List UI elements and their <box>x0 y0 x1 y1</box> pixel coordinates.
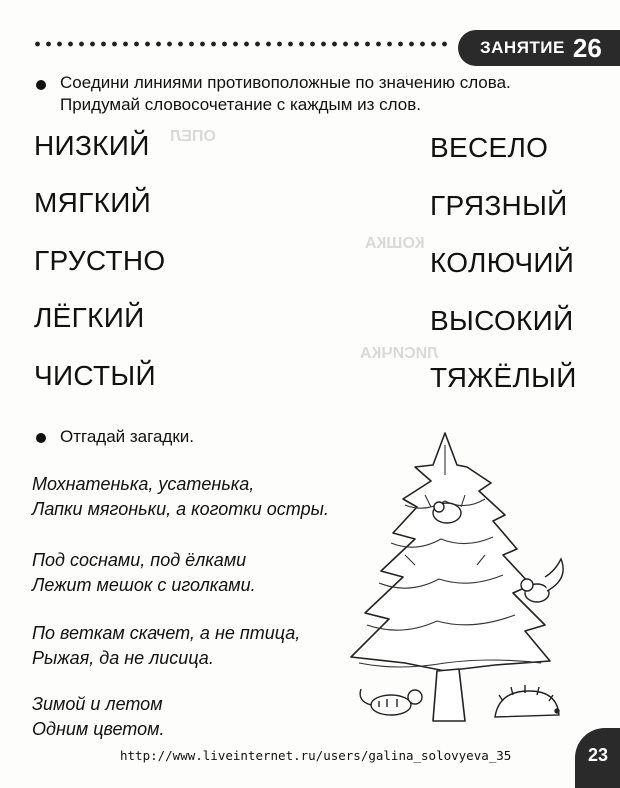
word-right-2: ГРЯЗНЫЙ <box>430 190 568 221</box>
riddle-line: По веткам скачет, а не птица, <box>32 623 301 643</box>
riddle-line: Зимой и летом <box>32 694 163 714</box>
word-left-2: МЯГКИЙ <box>34 187 152 218</box>
word-right-5: ТЯЖЁЛЫЙ <box>430 362 577 393</box>
task1-instruction-line2: Придумай словосочетание с каждым из слов. <box>60 95 421 114</box>
bullet-icon <box>36 433 46 443</box>
bleed-through-text: КОШКА <box>365 235 425 252</box>
lesson-number: 26 <box>572 32 602 63</box>
riddle-line: Одним цветом. <box>32 719 165 739</box>
lesson-badge <box>458 30 620 66</box>
riddle-line: Рыжая, да не лисица. <box>32 648 214 668</box>
word-left-4: ЛЁГКИЙ <box>34 302 145 333</box>
bullet-icon <box>36 80 46 90</box>
word-right-4: ВЫСОКИЙ <box>430 305 574 336</box>
riddle-line: Лапки мягоньки, а коготки остры. <box>32 499 329 519</box>
riddle-4 <box>32 692 164 742</box>
riddle-line: Под соснами, под ёлками <box>32 550 247 570</box>
riddle-2 <box>32 548 256 598</box>
lesson-label: ЗАНЯТИЕ <box>480 38 565 57</box>
fir-tree-with-animals-icon <box>345 425 585 725</box>
word-left-5: ЧИСТЫЙ <box>34 360 156 391</box>
dotted-divider <box>32 40 452 48</box>
task2-instruction: Отгадай загадки. <box>60 427 194 446</box>
riddle-1 <box>32 472 329 522</box>
task1-instruction-line1: Соедини линиями противоположные по значению слова. <box>60 73 511 92</box>
page-number: 23 <box>588 745 609 765</box>
riddle-3 <box>32 621 300 671</box>
riddle-line: Мохнатенька, усатенька, <box>32 474 255 494</box>
watermark-url: http://www.liveinternet.ru/users/galina_solovyeva_35 <box>120 748 512 763</box>
word-right-1: ВЕСЕЛО <box>430 132 549 163</box>
word-right-3: КОЛЮЧИЙ <box>430 247 575 278</box>
word-left-1: НИЗКИЙ <box>34 130 150 161</box>
riddle-line: Лежит мешок с иголками. <box>32 575 256 595</box>
task1-instruction <box>60 72 511 116</box>
word-left-3: ГРУСТНО <box>34 245 166 276</box>
bleed-through-text: ОПЕЛ <box>170 128 216 145</box>
bleed-through-text: ЛИСИЧКА <box>360 345 439 362</box>
